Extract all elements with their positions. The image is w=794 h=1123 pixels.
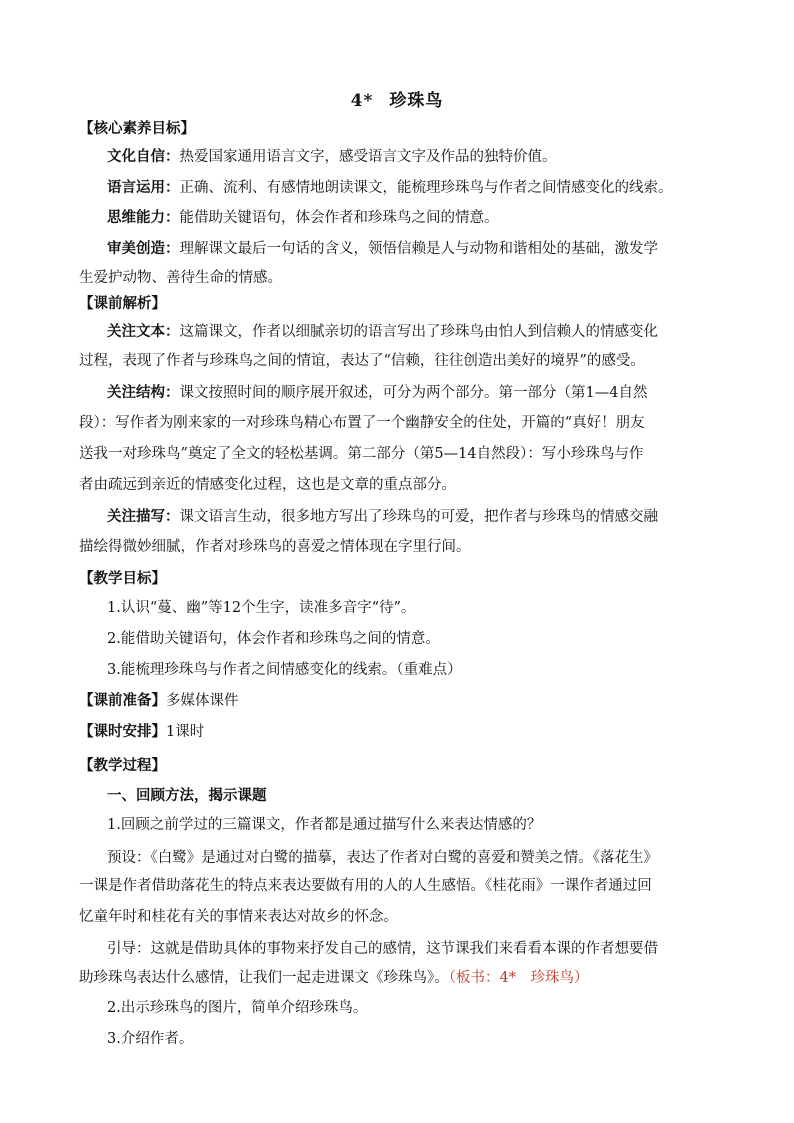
section-process-heading: 【教学过程】 bbox=[79, 757, 166, 774]
process-question-3: 3.介绍作者。 bbox=[107, 1031, 194, 1047]
analysis-structure-4: 者由疏远到亲近的情感变化过程，这也是文章的重点部分。 bbox=[79, 477, 456, 493]
goal-item-2: 2.能借助关键语句，体会作者和珍珠鸟之间的情意。 bbox=[107, 631, 440, 647]
lesson-name: 珍珠鸟 bbox=[389, 91, 444, 111]
process-preset-3: 忆童年时和桂花有关的事情来表达对故乡的怀念。 bbox=[79, 909, 398, 925]
goal-item-3: 3.能梳理珍珠鸟与作者之间情感变化的线索。（重难点） bbox=[107, 662, 462, 678]
analysis-description: 关注描写：课文语言生动，很多地方写出了珍珠鸟的可爱，把作者与珍珠鸟的情感交融 bbox=[107, 508, 658, 525]
time-line: 【课时安排】1课时 bbox=[79, 723, 205, 740]
analysis-structure-3: 送我一对珍珠鸟”奠定了全文的轻松基调。第二部分（第5—14自然段）：写小珍珠鸟与作 bbox=[79, 446, 644, 462]
prep-line: 【课前准备】多媒体课件 bbox=[79, 692, 239, 709]
board-note: （板书：4* 珍珠鸟） bbox=[448, 970, 589, 986]
process-guide-1: 引导：这就是借助具体的事物来抒发自己的感情，这节课我们来看看本课的作者想要借 bbox=[107, 941, 658, 957]
core-culture: 文化自信：热爱国家通用语言文字，感受语言文字及作品的独特价值。 bbox=[107, 148, 557, 165]
process-preset-2: 一课是作者借助落花生的特点来表达要做有用的人的人生感悟。《桂花雨》一课作者通过回 bbox=[79, 878, 652, 894]
process-question-2: 2.出示珍珠鸟的图片，简单介绍珍珠鸟。 bbox=[107, 1000, 368, 1016]
lesson-title bbox=[0, 86, 794, 111]
analysis-description-cont: 描绘得微妙细腻，作者对珍珠鸟的喜爱之情体现在字里行间。 bbox=[79, 539, 471, 555]
section-core-heading: 【核心素养目标】 bbox=[79, 120, 195, 137]
section-analysis-heading: 【课前解析】 bbox=[79, 295, 166, 312]
goal-item-1: 1.认识“蔓、幽”等12个生字，读准多音字“待”。 bbox=[107, 600, 416, 616]
core-aesthetic: 审美创造：理解课文最后一句话的含义，领悟信赖是人与动物和谐相处的基础，激发学 bbox=[107, 240, 658, 257]
analysis-structure: 关注结构：课文按照时间的顺序展开叙述，可分为两个部分。第一部分（第1—4自然 bbox=[107, 384, 648, 401]
analysis-structure-2: 段）：写作者为刚来家的一对珍珠鸟精心布置了一个幽静安全的住处，开篇的“真好！朋友 bbox=[79, 415, 645, 431]
analysis-text: 关注文本：这篇课文，作者以细腻亲切的语言写出了珍珠鸟由怕人到信赖人的情感变化 bbox=[107, 323, 658, 340]
process-question-1: 1.回顾之前学过的三篇课文，作者都是通过描写什么来表达情感的？ bbox=[107, 817, 542, 833]
core-thinking: 思维能力：能借助关键语句，体会作者和珍珠鸟之间的情意。 bbox=[107, 209, 499, 226]
section-goals-heading: 【教学目标】 bbox=[79, 570, 166, 587]
core-aesthetic-cont: 生爱护动物、善待生命的情感。 bbox=[79, 270, 282, 286]
core-language: 语言运用：正确、流利、有感情地朗读课文，能梳理珍珠鸟与作者之间情感变化的线索。 bbox=[107, 179, 673, 196]
process-step-1: 一、回顾方法，揭示课题 bbox=[107, 787, 267, 804]
process-guide-2: 助珍珠鸟表达什么感情，让我们一起走进课文《珍珠鸟》。（板书：4* 珍珠鸟） bbox=[79, 970, 589, 986]
process-preset-1: 预设：《白鹭》是通过对白鹭的描摹，表达了作者对白鹭的喜爱和赞美之情。《落花生》 bbox=[107, 850, 658, 866]
analysis-text-cont: 过程，表现了作者与珍珠鸟之间的情谊，表达了“信赖，往往创造出美好的境界”的感受。 bbox=[79, 353, 645, 369]
lesson-number: 4* bbox=[350, 91, 374, 111]
